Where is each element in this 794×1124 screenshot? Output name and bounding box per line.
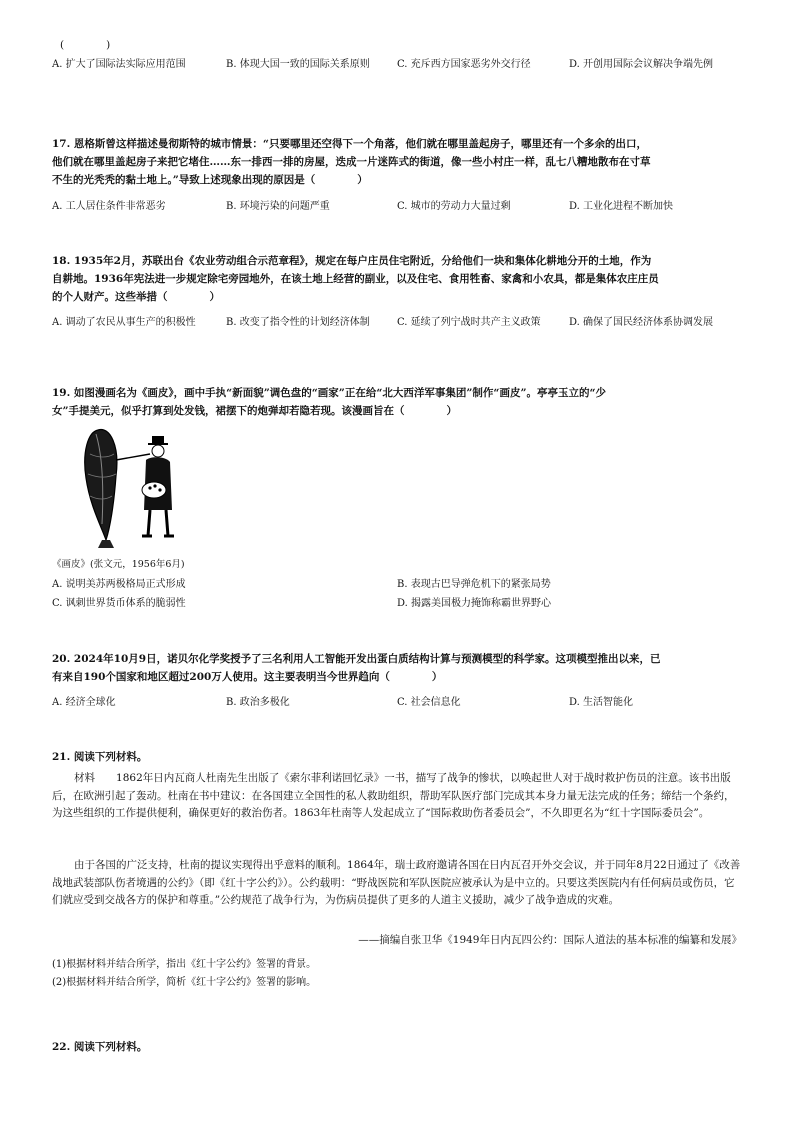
q20-option-a[interactable]: A. 经济全球化	[52, 697, 116, 708]
q18-option-b[interactable]: B. 改变了指令性的计划经济体制	[226, 317, 370, 328]
q18-stem-line3: 的个人财产。这些举措（ ）	[52, 291, 220, 303]
q18-option-d[interactable]: D. 确保了国民经济体系协调发展	[569, 317, 714, 328]
q20-option-b[interactable]: B. 政治多极化	[226, 697, 290, 708]
q21-subquestion-1: (1)根据材料并结合所学，指出《红十字公约》签署的背景。	[52, 959, 317, 970]
q17-option-d[interactable]: D. 工业化进程不断加快	[569, 201, 674, 212]
q17-stem-line1: 17. 恩格斯曾这样描述曼彻斯特的城市情景：“只要哪里还空得下一个角落，他们就在哪里盖起房子，哪里还有一个多余的出口，	[52, 138, 647, 150]
cartoon-caption: 《画皮》(张文元，1956年6月)	[52, 559, 185, 570]
q21-material-para1: 材料 1862年日内瓦商人杜南先生出版了《索尔菲利诺回忆录》一书，描写了战争的惨状，以唤起世人对于战时救护伤员的注意。该书出版后，在欧洲引起了轰动。杜南在书中建议：在各国建立全国性的私人救助组织，帮助军队医疗部门完成其本身力量无法完成的任务；缔结一个条约，为这些组织的工作提供便利，确保更好的救治伤者。1863年杜南等人发起成立了“国际救助伤者委员会”，不久即更名为“红十字国际委员会”。	[52, 772, 735, 819]
q17-option-b[interactable]: B. 环境污染的问题严重	[226, 201, 330, 212]
q19-option-b[interactable]: B. 表现古巴导弹危机下的紧张局势	[397, 579, 551, 590]
cartoon-illustration	[76, 424, 180, 552]
q18-stem-line2: 自耕地。1936年宪法进一步规定除宅旁园地外，在该土地上经营的副业，以及住宅、食用牲畜、家禽和小农具，都是集体农庄庄员	[52, 273, 659, 285]
q18-option-c[interactable]: C. 延续了列宁战时共产主义政策	[397, 317, 541, 328]
q19-option-d[interactable]: D. 揭露美国极力掩饰称霸世界野心	[397, 598, 552, 609]
q19-stem-line1: 19. 如图漫画名为《画皮》，画中手执“新面貌”调色盘的“画家”正在给“北大西洋军事集团”制作“画皮”。亭亭玉立的“少	[52, 387, 607, 399]
q20-option-c[interactable]: C. 社会信息化	[397, 697, 461, 708]
q17-option-c[interactable]: C. 城市的劳动力大量过剩	[397, 201, 511, 212]
q17-stem-line3: 不生的光秃秃的黏土地上。”导致上述现象出现的原因是（ ）	[52, 174, 368, 186]
q16-option-b[interactable]: B. 体现大国一致的国际关系原则	[226, 59, 370, 70]
q20-stem-line1: 20. 2024年10月9日，诺贝尔化学奖授予了三名利用人工智能开发出蛋白质结构计算与预测模型的科学家。这项模型推出以来，已	[52, 653, 661, 665]
q19-stem-line2: 女”手提美元，似乎打算到处发钱，裙摆下的炮弹却若隐若现。该漫画旨在（ ）	[52, 405, 458, 417]
q20-option-d[interactable]: D. 生活智能化	[569, 697, 634, 708]
q18-stem-line1: 18. 1935年2月，苏联出台《农业劳动组合示范章程》，规定在每户庄员住宅附近，分给他们一块和集体化耕地分开的土地，作为	[52, 255, 652, 267]
q22-title: 22. 阅读下列材料。	[52, 1041, 148, 1053]
q21-subquestion-2: (2)根据材料并结合所学，简析《红十字公约》签署的影响。	[52, 977, 317, 988]
q21-source: ——摘编自张卫华《1949年日内瓦四公约：国际人道法的基本标准的编纂和发展》	[358, 934, 742, 946]
q16-option-d[interactable]: D. 开创用国际会议解决争端先例	[569, 59, 714, 70]
q16-option-a[interactable]: A. 扩大了国际法实际应用范围	[52, 59, 186, 70]
q21-material-para2: 由于各国的广泛支持，杜南的提议实现得出乎意料的顺利。1864年，瑞士政府邀请各国在日内瓦召开外交会议，并于同年8月22日通过了《改善战地武装部队伤者境遇的公约》（即《红十字公约》）。公约载明：“野战医院和军队医院应被承认为是中立的。只要这类医院内有任何病员或伤员，它们就应受到交战各方的保护和尊重。”公约规范了战争行为，为伤病员提供了更多的人道主义援助，减少了战争造成的灾难。	[52, 859, 741, 906]
q19-option-a[interactable]: A. 说明美苏两极格局正式形成	[52, 579, 186, 590]
q20-stem-line2: 有来自190个国家和地区超过200万人使用。这主要表明当今世界趋向（ ）	[52, 671, 443, 683]
q18-option-a[interactable]: A. 调动了农民从事生产的积极性	[52, 317, 196, 328]
q17-stem-line2: 他们就在哪里盖起房子来把它堵住……东一排西一排的房屋，迭成一片迷阵式的街道，像一些小村庄一样，乱七八糟地散布在寸草	[52, 156, 651, 168]
q21-title: 21. 阅读下列材料。	[52, 751, 148, 763]
q19-option-c[interactable]: C. 讽刺世界货币体系的脆弱性	[52, 598, 186, 609]
q16-answer-paren: ( )	[60, 39, 111, 51]
q16-option-c[interactable]: C. 充斥西方国家恶劣外交行径	[397, 59, 531, 70]
q17-option-a[interactable]: A. 工人居住条件非常恶劣	[52, 201, 166, 212]
